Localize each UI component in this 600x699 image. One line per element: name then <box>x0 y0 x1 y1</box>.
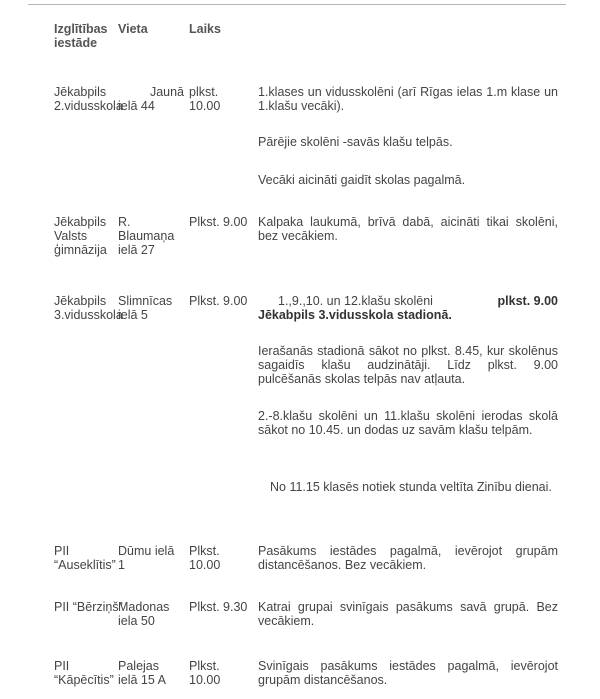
header-school <box>54 22 116 50</box>
row2-place-line3: ielā 27 <box>118 243 155 257</box>
row3-note3: 2.-8.klašu skolēni un 11.klašu skolēni ierodas skolā sākot no 10.45. un dodas uz savām klašu telpām. <box>258 409 558 437</box>
row4-place-line2: 1 <box>118 558 125 572</box>
header-school-line2: iestāde <box>54 36 98 50</box>
row3-note1 <box>258 294 558 322</box>
row4-school-line1: PII <box>54 544 70 558</box>
header-school-line1: Izglītības <box>54 22 108 36</box>
row1-school <box>54 85 123 113</box>
row4-place <box>118 544 186 572</box>
row2-note1: Kalpaka laukumā, brīvā dabā, aicināti tikai skolēni, bez vecākiem. <box>258 215 558 243</box>
row6-school-line2: “Kāpēcītis” <box>54 673 114 687</box>
row4-school-line2: “Auseklītis” <box>54 558 116 572</box>
row3-school <box>54 294 123 322</box>
row4-note1: Pasākums iestādes pagalmā, ievērojot grupām distancēšanos. Bez vecākiem. <box>258 544 558 572</box>
header-time: Laiks <box>189 22 221 36</box>
row2-school-line3: ģimnāzija <box>54 243 107 257</box>
row2-school-line2: Valsts <box>54 229 88 243</box>
row1-time-line2: 10.00 <box>189 99 221 113</box>
row6-place-line2: ielā 15 A <box>118 673 166 687</box>
row5-time: Plkst. 9.30 <box>189 600 248 614</box>
row6-note1: Svinīgais pasākums iestādes pagalmā, ievērojot grupām distancēšanos. <box>258 659 558 687</box>
row4-place-line1: Dūmu ielā <box>118 544 175 558</box>
row3-school-line1: Jēkabpils <box>54 294 107 308</box>
row1-school-line1: Jēkabpils <box>54 85 107 99</box>
row1-note1: 1.klases un vidusskolēni (arī Rīgas ielas 1.m klase un 1.klašu vecāki). <box>258 85 558 113</box>
row3-place-line2: ielā 5 <box>118 308 148 322</box>
row2-school <box>54 215 116 257</box>
row5-place-line2: iela 50 <box>118 614 155 628</box>
row6-time <box>189 659 253 687</box>
row3-note4: No 11.15 klasēs notiek stunda veltīta Zinību dienai. <box>270 480 552 494</box>
row2-place <box>118 215 186 257</box>
row3-school-line2: 3.vidusskola <box>54 308 123 322</box>
row3-place <box>118 294 186 322</box>
row2-school-line1: Jēkabpils <box>54 215 107 229</box>
row5-place <box>118 600 186 628</box>
row3-place-line1: Slimnīcas <box>118 294 173 308</box>
row4-time <box>189 544 253 572</box>
row6-place <box>118 659 186 687</box>
row1-note3: Vecāki aicināti gaidīt skolas pagalmā. <box>258 173 466 187</box>
row1-time <box>189 85 253 113</box>
row1-school-line2: 2.vidusskola <box>54 99 123 113</box>
row3-time: Plkst. 9.00 <box>189 294 248 308</box>
row6-school-line1: PII <box>54 659 70 673</box>
row5-note1: Katrai grupai svinīgais pasākums savā grupā. Bez vecākiem. <box>258 600 558 628</box>
row5-place-line1: Madonas <box>118 600 170 614</box>
header-place: Vieta <box>118 22 148 36</box>
row3-note1-line1 <box>258 294 558 308</box>
row2-time: Plkst. 9.00 <box>189 215 248 229</box>
row4-school <box>54 544 116 572</box>
row6-place-line1: Palejas <box>118 659 159 673</box>
row4-time-line2: 10.00 <box>189 558 221 572</box>
row4-time-line1: Plkst. <box>189 544 220 558</box>
row3-note1-plain: 1.,9.,10. un 12.klašu skolēni <box>278 294 433 308</box>
row3-note2: Ierašanās stadionā sākot no plkst. 8.45, kur skolēnus sagaidīs klašu audzinātāji. Līdz plkst. 9.00 pulcēšanās skolas telpās nav atļauta. <box>258 344 558 386</box>
row3-note1-bold-time: plkst. 9.00 <box>497 294 558 308</box>
row1-place-line1: Jaunā <box>149 85 184 99</box>
row6-school <box>54 659 116 687</box>
row6-time-line2: 10.00 <box>189 673 221 687</box>
row5-school: PII “Bērziņš” <box>54 600 123 614</box>
row1-time-line1: plkst. <box>189 85 219 99</box>
row2-place-line1: R. <box>118 215 131 229</box>
row3-note1-bold-place: Jēkabpils 3.vidusskola stadionā. <box>258 308 452 322</box>
row1-place <box>118 85 186 113</box>
row2-place-line2: Blaumaņa <box>118 229 175 243</box>
row6-time-line1: Plkst. <box>189 659 220 673</box>
row1-note2: Pārējie skolēni -savās klašu telpās. <box>258 135 453 149</box>
row1-place-line2: ielā 44 <box>118 99 155 113</box>
